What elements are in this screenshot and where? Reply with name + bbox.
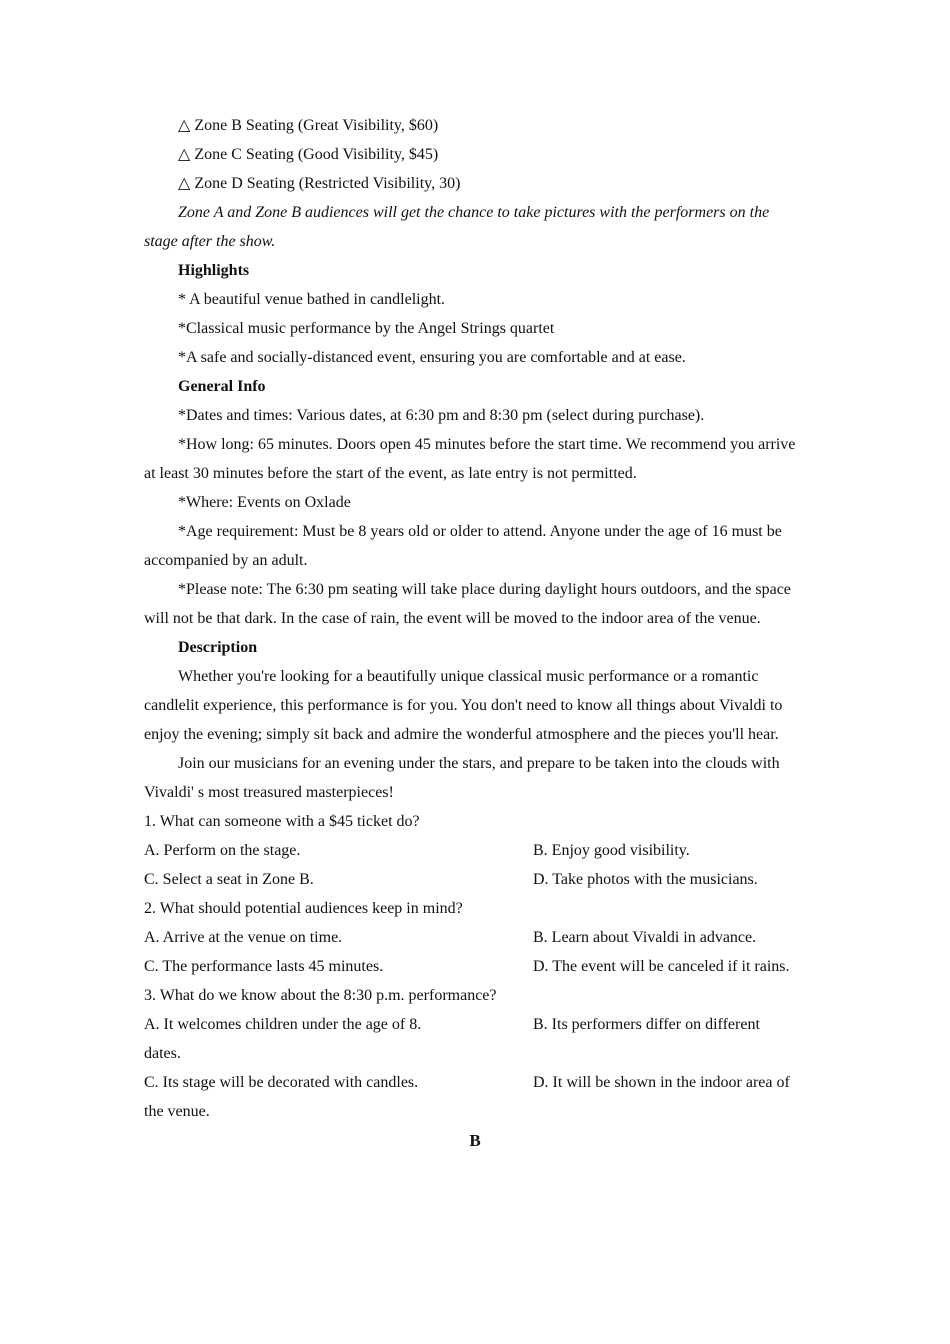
option-d: D. The event will be canceled if it rains.: [533, 958, 790, 975]
option-c: C. The performance lasts 45 minutes.: [144, 958, 384, 975]
option-d: D. It will be shown in the indoor area of: [533, 1074, 790, 1091]
section-heading: B: [469, 1131, 481, 1150]
question-2: 2. What should potential audiences keep in mind?: [144, 900, 463, 917]
description-paragraph: Join our musicians for an evening under the stars, and prepare to be taken into the clouds with Vivaldi' s most treasured masterpieces!: [144, 755, 780, 801]
photo-note: Zone A and Zone B audiences will get the chance to take pictures with the performers on the stage after the show.: [144, 204, 770, 250]
info-item: *Where: Events on Oxlade: [178, 494, 351, 511]
option-a: A. Arrive at the venue on time.: [144, 929, 343, 946]
info-item: *Dates and times: Various dates, at 6:30 pm and 8:30 pm (select during purchase).: [178, 407, 705, 424]
description-paragraph: Whether you're looking for a beautifully unique classical music performance or a romantic candlelit experience, this performance is for you. You don't need to know all things about Vivaldi to enjoy the evening; simply sit back and admire the wonderful atmosphere and the pieces you'll hear.: [144, 668, 783, 743]
highlights-heading: Highlights: [178, 262, 250, 279]
description-heading: Description: [178, 639, 258, 656]
option-b: B. Its performers differ on different: [533, 1016, 760, 1033]
option-a: A. Perform on the stage.: [144, 842, 301, 859]
info-item: *Please note: The 6:30 pm seating will take place during daylight hours outdoors, and the space will not be that dark. In the case of rain, the event will be moved to the indoor area of the venue.: [144, 581, 791, 627]
option-b-continued: dates.: [144, 1045, 181, 1062]
general-info-heading: General Info: [178, 378, 266, 395]
triangle-icon: △: [178, 117, 191, 134]
seating-item: △ Zone C Seating (Good Visibility, $45): [178, 146, 439, 163]
option-b: B. Learn about Vivaldi in advance.: [533, 929, 757, 946]
triangle-icon: △: [178, 146, 191, 163]
highlight-item: * A beautiful venue bathed in candlelight.: [178, 291, 446, 308]
triangle-icon: △: [178, 175, 191, 192]
option-d: D. Take photos with the musicians.: [533, 871, 758, 888]
question-3: 3. What do we know about the 8:30 p.m. performance?: [144, 987, 497, 1004]
option-b: B. Enjoy good visibility.: [533, 842, 690, 859]
option-c: C. Its stage will be decorated with candles.: [144, 1074, 419, 1091]
highlight-item: *A safe and socially-distanced event, ensuring you are comfortable and at ease.: [178, 349, 686, 366]
info-item: *How long: 65 minutes. Doors open 45 minutes before the start time. We recommend you arrive at least 30 minutes before the start of the event, as late entry is not permitted.: [144, 436, 796, 482]
seating-item: △ Zone D Seating (Restricted Visibility, 30): [178, 175, 461, 192]
option-d-continued: the venue.: [144, 1103, 210, 1120]
seating-item: △ Zone B Seating (Great Visibility, $60): [178, 117, 439, 134]
highlight-item: *Classical music performance by the Angel Strings quartet: [178, 320, 555, 337]
option-a: A. It welcomes children under the age of 8.: [144, 1016, 422, 1033]
document-page: [144, 111, 806, 1155]
info-item: *Age requirement: Must be 8 years old or older to attend. Anyone under the age of 16 must be accompanied by an adult.: [144, 523, 782, 569]
option-c: C. Select a seat in Zone B.: [144, 871, 314, 888]
question-1: 1. What can someone with a $45 ticket do?: [144, 813, 420, 830]
